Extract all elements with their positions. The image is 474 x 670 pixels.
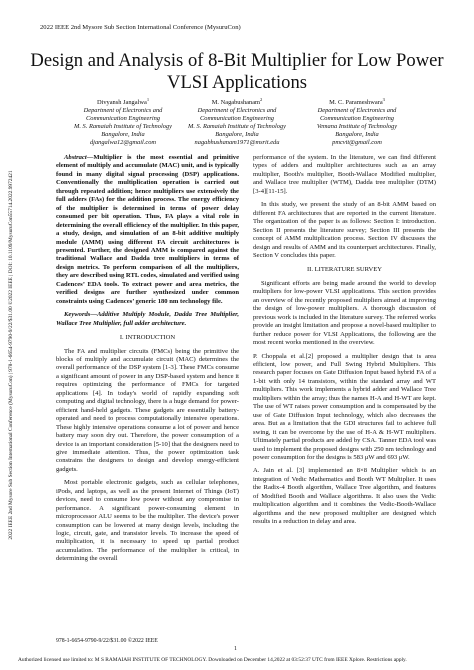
author-name: M. C. Parameshwara$^3$ — [329, 97, 385, 107]
author-inst: Vemana Institute of Technology — [316, 123, 398, 131]
keywords — [56, 311, 239, 328]
paragraph: A. Jain et al. [3] implemented an 8×8 Multiplier which is an integration of Vedic Mathematics and Booth WT Multiplier. It uses the Radix-4 Booth algorithm, Wallace Tree algorithm, and features of Modified Booth and Wallace algorithms. It also uses the Vedic multiplication algorithm and it combines the Vedic-Booth-Wallace algorithms and the new proposed multiplier are designed which results in a reduction in delay and area. — [253, 467, 436, 526]
author-block-3 — [282, 96, 432, 147]
author-dept2: Communication Engineering — [85, 115, 161, 123]
paper-title: Design and Analysis of 8-Bit Multiplier for Low Power VLSI Applications — [30, 50, 444, 93]
abstract-label: Abstract — [64, 154, 87, 161]
section-heading-introduction: I. INTRODUCTION — [119, 334, 176, 342]
author-city: Bangalore, India — [335, 131, 379, 139]
author-email: nagabhushanam1971@msrit.edu — [194, 139, 280, 147]
author-email: pmcvit@gmail.com — [332, 139, 382, 147]
paragraph: Most portable electronic gadgets, such as cellular telephones, iPods, and laptops, as well as the present Internet of Things (IoT) devices, need to consume low power without any compromise in performance. A significant power-consuming element in microprocessor ALU seems to be the multiplier. The device's power consumption can be lowered at many design levels, including the logic, circuit, gate, and transistor levels. To increase the speed of multiplication, it is necessary to speed up partial product accumulation. The performance of the multiplier is critical, in determining the overall — [56, 479, 239, 563]
author-name: Divyansh Jangalwa$^1$ — [96, 97, 150, 107]
author-city: Bangalore, India — [215, 131, 259, 139]
paragraph: In this study, we present the study of an 8-bit AMM based on different FA architectures that are reported in the current literature. The organization of the paper is as follows: Section I: introduction. Section II presents the literature survey; Section III presents the concept of AMM multiplication process. Section IV discusses the design and results of AMM and its counterpart architectures. Finally, Section V concludes this paper. — [253, 201, 436, 259]
abstract-text: —Multiplier is the most essential and primitive element of multiply and accumulate (MAC) unit, and is typically found in many digital signal processing (DSP) applications. Conventionally the multiplication operation is carried out through repeated addition; hence multipliers use extensively the full adders (FAs) for the addition process. The energy efficiency of the multiplier is determined in terms of power delay consumed per bit operation. Thus, FA plays a vital role in determining the overall efficiency of the multiplier. In this paper, a study, design, and simulation of an 8-bit additive multiply module (AMM) using different FA circuit architectures is presented. Further, the designed AMM is compared against the traditional Wallace and Dadda tree multipliers in terms of design metrics. To perform comparison of all the multipliers, they are described using RTL codes, simulated and verified using Cadences’ EDA tools. To extract power and area metrics, the verified designs are further synthesized under common constraints using Cadences’ generic 180 nm technology file. — [56, 154, 239, 305]
license-notice: Authorized licensed use limited to: M S RAMAIAH INSTITUTE OF TECHNOLOGY. Downloaded on December 14,2022 at 03:52:37 UTC from IEEE Xplore. Restrictions apply. — [18, 657, 407, 663]
right-column — [253, 154, 436, 532]
author-email: djangalwa12@gmail.com — [89, 139, 157, 147]
author-dept: Department of Electronics and — [83, 107, 163, 115]
page-number: 1 — [234, 646, 237, 652]
author-dept: Department of Electronics and — [317, 107, 397, 115]
footer-isbn: 978-1-6654-9790-9/22/$31.00 ©2022 IEEE — [56, 638, 158, 644]
keywords-label: Keywords — [64, 311, 91, 319]
author-city: Bangalore, India — [101, 131, 145, 139]
paragraph: performance of the system. In the literature, we can find different types of adders and multiplier architectures such as an array multiplier, Booth's multiplier, Booth-Wallace Modified multiplier, and Wallace tree multiplier (WTM), Dadda tree multiplier (DTM) [3-4][11-15]. — [253, 154, 436, 195]
doi-sidebar — [7, 120, 15, 590]
left-column — [56, 154, 239, 569]
author-inst: M. S. Ramaiah Institute of Technology — [188, 123, 286, 131]
author-dept: Department of Electronics and — [197, 107, 277, 115]
paragraph: P. Choppala et al.[2] proposed a multiplier design that is area efficient, low power, and Full Swing Hybrid Multipliers. This research paper focuses on Gate Diffusion Input based hybrid FA of a 1-bit with only 14 transistors, within the standard array and WT multipliers. This work implements a hybrid adder and Wallace Tree multipliers within the array; thus the names H-A and H-WT are kept. The use of WT raises power consumption and is compensated by the use of Gate Diffusion Input technology, which also decreases the area. But as a limitation that the GDI structures fail to achieve full swing, it can be overcome by the use of H-A & H-WT multipliers. Ultimately partial products are added by CSA. Tanner EDA tool was used to implement the proposed designs with 250 nm technology and power consumption for the designs is 583 μW and 693 μW. — [253, 352, 436, 461]
conference-header: 2022 IEEE 2nd Mysore Sub Section International Conference (MysuruCon) — [40, 24, 241, 31]
section-heading-literature-survey: II. LITERATURE SURVEY — [306, 266, 383, 274]
keywords-text: —Additive Multiply Module, Dadda Tree Multiplier, Wallace Tree Multiplier, full adder architecture. — [56, 311, 239, 327]
abstract — [56, 154, 239, 306]
author-dept2: Communication Engineering — [199, 115, 275, 123]
author-dept2: Communication Engineering — [319, 115, 395, 123]
paragraph: Significant efforts are being made around the world to develop multipliers for low-power VLSI applications. This section provides an overview of the recently proposed multipliers aimed at improving the design of low-power multipliers. A thorough discussion of previous work is included in the literature survey. The referred works provide an insight limitation and propose a novel-based multiplier to further reduce power for VLSI Applications, the following are the most recent works mentioned in the overview. — [253, 279, 436, 347]
paragraph: The FA and multiplier circuits (FMCs) being the primitive the blocks of multiply and accumulate circuit (MAC) determines the overall performance of the DSP system [1-3]. These FMCs consume a significant amount of power in any DSP-based system and hence it requires optimizing the performance of FMCs for targeted applications [4]. In today's world of rapidly expanding soft computing and digital technology, there is a huge demand for power-efficient hand-held gadgets. These gadgets are essentially battery-operated and need to process computationally intensive operations. These highly intensive operations consume a lot of power and hence battery may soon dry out. Therefore, the power consumption of a device is an important consideration [5-10] that the designers need to give immediate attention. Thus, the power optimization task constrains the designers to design and develop energy-efficient gadgets. — [56, 347, 239, 473]
doi-sidebar-text: 2022 IEEE 2nd Mysore Sub Section International Conference (MysuruCon) | 978-1-6654-9790-9/22/$31.00 ©2022 IEEE | DOI: 10.1109/MysuruCon55714.2022.9972421 — [8, 170, 14, 540]
author-name: M. Nagabushanam$^2$ — [211, 97, 263, 107]
author-inst: M. S. Ramaiah Institute of Technology — [74, 123, 172, 131]
